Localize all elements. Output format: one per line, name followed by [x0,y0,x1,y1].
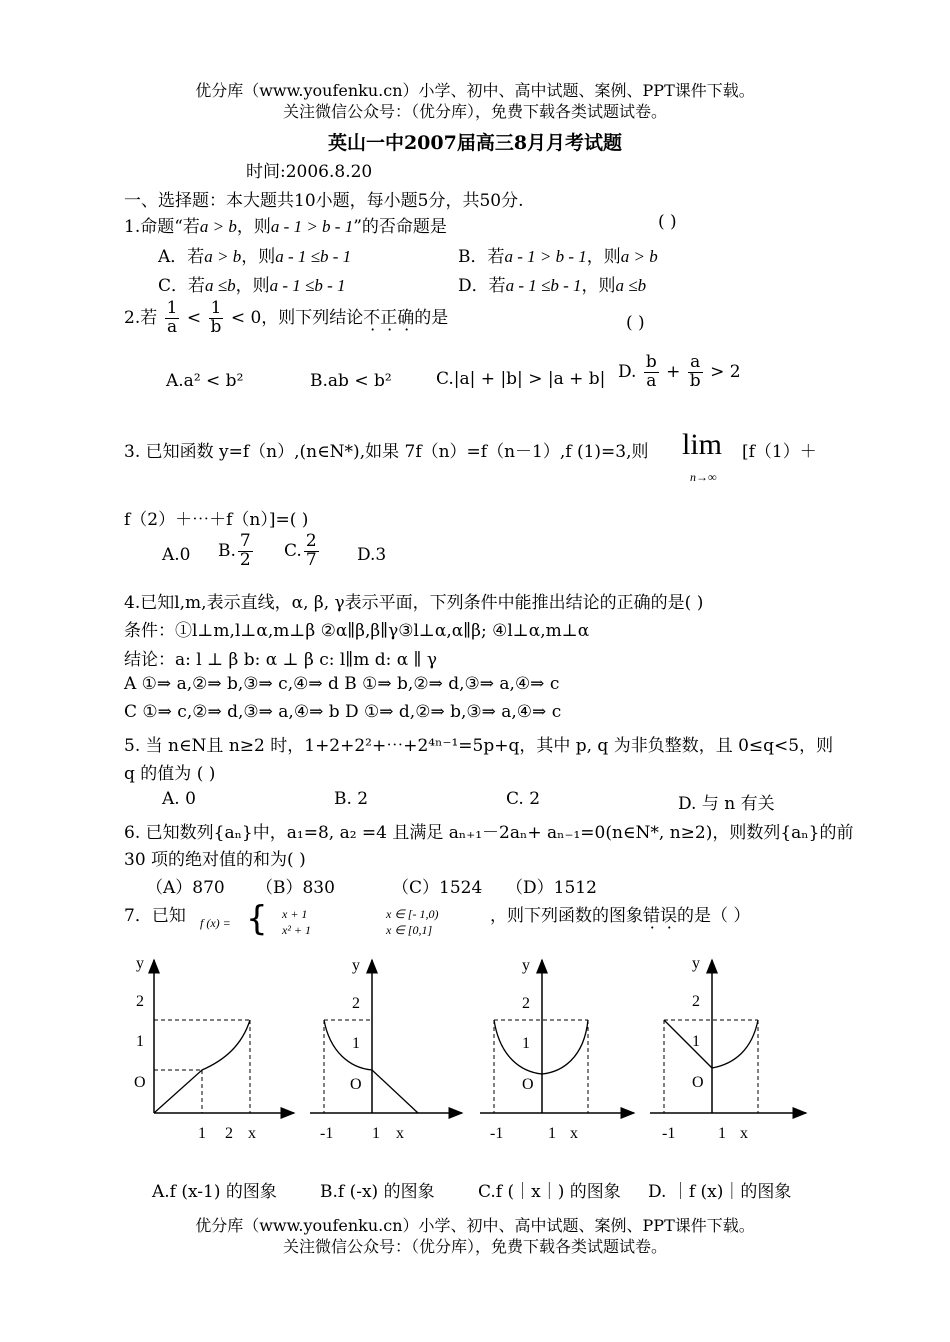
q5-option-b: B. 2 [334,789,369,809]
q1-option-d: D．若a - 1 ≤b - 1，则a ≤b [458,276,647,296]
graph-c-caption: C.f (｜x｜) 的图象 [478,1182,621,1202]
q6-option-c: （C）1524 [392,878,483,898]
graph-b [310,957,462,1142]
graph-d-tick-2: 2 [692,993,700,1010]
q6-option-d: （D）1512 [506,878,597,898]
graph-b-tick-2: 2 [352,995,360,1012]
q5-line-2: q 的值为 ( ) [124,764,216,784]
graph-a [134,955,294,1142]
q3-lim: lim [682,428,723,461]
exam-time: 时间:2006.8.20 [246,162,373,182]
q2-stem: 2.若 $\frac{1}{a}$ < $\frac{1}{b}$ < 0，则下列结论不正确的是 [124,298,449,337]
q2-option-d: D. $\frac{b}{a}$ + $\frac{a}{b}$ > 2 [618,352,741,391]
graph-d [650,955,806,1142]
q4-line-5: C ①⇒ c,②⇒ d,③⇒ a,④⇒ b D ①⇒ d,②⇒ b,③⇒ a,④⇒ c [124,702,562,722]
q2-option-b: B.ab < b² [310,371,392,391]
graph-a-y-label: y [136,955,144,972]
graph-b-origin: O [350,1076,362,1093]
q4-line-4: A ①⇒ a,②⇒ b,③⇒ c,④⇒ d B ①⇒ b,②⇒ d,③⇒ a,④⇒ c [124,674,560,694]
graph-c [480,957,634,1142]
q7-case-2-domain: x ∈ [0,1] [386,923,433,937]
q7-graphs [0,940,950,1170]
q1-bracket: ( ) [658,212,677,232]
q6-option-a: （A）870 [146,878,225,898]
graph-d-x-tick-b: 1 [718,1125,726,1142]
graph-c-x-tick-a: -1 [490,1125,504,1142]
q4-line-1: 4.已知l,m,表示直线，α, β, γ表示平面，下列条件中能推出结论的正确的是( ) [124,593,704,613]
q6-option-b: （B）830 [256,878,335,898]
q6-line-1: 6. 已知数列{aₙ}中，a₁=8, a₂ =4 且满足 aₙ₊₁－2aₙ+ aₙ₋₁=0(n∈N*, n≥2)，则数列{aₙ}的前 [124,823,854,843]
q7-brace: { [246,899,268,939]
graph-a-caption: A.f (x-1) 的图象 [152,1182,277,1202]
q3-option-b: B. $\frac{7}{2}$ [218,531,251,570]
graph-a-origin: O [134,1074,146,1091]
q2-option-c: C.|a| + |b| > |a + b| [436,369,606,389]
header-line-2: 关注微信公众号：（优分库），免费下载各类试题试卷。 [282,102,667,121]
q7-case-2: x² + 1 [282,923,312,937]
graph-c-y-label: y [522,957,530,974]
q5-line-1: 5. 当 n∈N且 n≥2 时，1+2+2²+⋯+2⁴ⁿ⁻¹=5p+q，其中 p, q 为非负整数，且 0≤q<5，则 [124,736,834,756]
q1-option-a: A．若a > b，则a - 1 ≤b - 1 [158,247,352,267]
graph-a-tick-2: 2 [136,993,144,1010]
q7-case-1: x + 1 [282,907,308,921]
q3-option-c: C. $\frac{2}{7}$ [284,531,317,570]
graph-c-x-label: x [570,1125,578,1142]
q4-line-2: 条件：①l⊥m,l⊥α,m⊥β ②α∥β,β∥γ③l⊥α,α∥β; ④l⊥α,m⊥α [124,621,590,641]
q5-option-d: D. 与 n 有关 [678,794,775,814]
footer-line-2: 关注微信公众号：（优分库），免费下载各类试题试卷。 [282,1237,667,1256]
q1-stem: 1.命题“若a > b，则a - 1 > b - 1”的否命题是 [124,217,447,237]
q3-option-a: A.0 [162,545,191,565]
graph-a-x-tick-b: 2 [225,1125,233,1142]
graph-d-origin: O [692,1074,704,1091]
q1-option-c: C．若a ≤b，则a - 1 ≤b - 1 [158,276,346,296]
q1-option-b: B．若a - 1 > b - 1，则a > b [458,247,658,267]
graph-a-x-tick-a: 1 [198,1125,206,1142]
q2-option-a: A.a² < b² [166,371,244,391]
q6-line-2: 30 项的绝对值的和为( ) [124,850,306,870]
graph-b-caption: B.f (-x) 的图象 [320,1182,435,1202]
q5-option-a: A. 0 [162,789,196,809]
graph-b-x-label: x [396,1125,404,1142]
graph-c-tick-2: 2 [522,995,530,1012]
q3-line-1-end: [f（1）＋ [742,442,817,462]
q7-f: f (x) = [200,916,231,930]
q7-post: ，则下列函数的图象错误的是（ ） [490,906,751,926]
graph-c-tick-1: 1 [522,1035,530,1052]
section-heading: 一、选择题：本大题共10小题，每小题5分，共50分. [124,191,524,211]
q7-case-1-domain: x ∈ [- 1,0) [386,907,439,921]
header-line-1: 优分库（www.youfenku.cn）小学、初中、高中试题、案例、PPT课件下载。 [195,81,755,100]
q3-option-d: D.3 [357,545,387,565]
graph-d-caption: D. ｜f (x)｜的图象 [648,1182,792,1202]
graph-b-x-tick-a: -1 [320,1125,334,1142]
graph-b-x-tick-b: 1 [372,1125,380,1142]
q3-lim-sub: n→∞ [690,470,717,484]
q2-bracket: ( ) [626,313,645,333]
footer-line-1: 优分库（www.youfenku.cn）小学、初中、高中试题、案例、PPT课件下载。 [195,1216,755,1235]
graph-a-tick-1: 1 [136,1033,144,1050]
q5-option-c: C. 2 [506,789,541,809]
q3-line-2: f（2）＋⋯＋f（n）]=( ) [124,510,309,530]
q3-line-1: 3. 已知函数 y=f（n）,(n∈N*),如果 7f（n）=f（n－1）,f (1)=3,则 [124,442,649,462]
graph-b-y-label: y [352,957,360,974]
graph-c-x-tick-b: 1 [548,1125,556,1142]
graph-d-x-label: x [740,1125,748,1142]
exam-title: 英山一中2007届高三8月月考试题 [327,132,623,154]
graph-a-x-label: x [248,1125,256,1142]
graph-b-tick-1: 1 [352,1035,360,1052]
q4-line-3: 结论：a: l ⊥ β b: α ⊥ β c: l∥m d: α ∥ γ [124,650,438,670]
graph-d-y-label: y [692,955,700,972]
graph-c-origin: O [522,1076,534,1093]
graph-d-x-tick-a: -1 [662,1125,676,1142]
q7-pre: 7．已知 [124,906,186,926]
graph-d-tick-1: 1 [692,1033,700,1050]
